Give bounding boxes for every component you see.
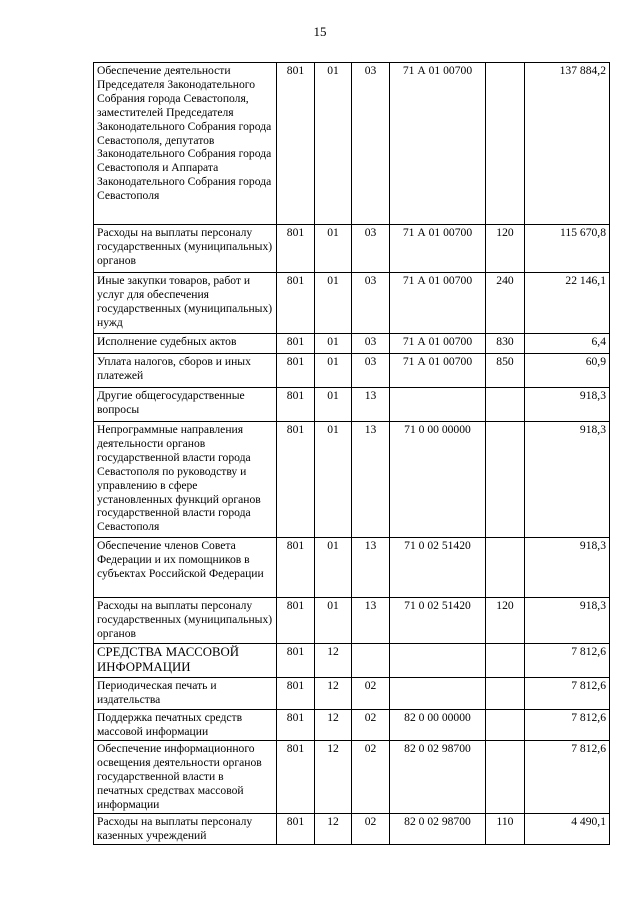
table-row bbox=[94, 388, 610, 422]
row-expense-type bbox=[486, 538, 525, 598]
row-name: Расходы на выплаты персоналу государственных (муниципальных) органов bbox=[94, 598, 277, 644]
table-row bbox=[94, 334, 610, 354]
table-row bbox=[94, 422, 610, 538]
row-expense-type bbox=[486, 644, 525, 678]
row-expense-type: 120 bbox=[486, 598, 525, 644]
row-amount: 7 812,6 bbox=[525, 644, 610, 678]
row-section-code: 01 bbox=[315, 273, 352, 334]
row-ministry-code: 801 bbox=[277, 354, 315, 388]
row-subsection-code: 03 bbox=[352, 334, 390, 354]
row-name: Другие общегосударственные вопросы bbox=[94, 388, 277, 422]
table-row bbox=[94, 644, 610, 678]
row-target-code: 82 0 02 98700 bbox=[390, 741, 486, 814]
table-row bbox=[94, 814, 610, 845]
row-name: Непрограммные направления деятельности органов государственной власти города Севастополя по руководству и управлению в сфере установленных функций органов государственной власти города Севастополя bbox=[94, 422, 277, 538]
table-row bbox=[94, 598, 610, 644]
table-row bbox=[94, 63, 610, 225]
row-section-code: 12 bbox=[315, 678, 352, 710]
row-name: Уплата налогов, сборов и иных платежей bbox=[94, 354, 277, 388]
row-subsection-code: 02 bbox=[352, 814, 390, 845]
row-subsection-code: 13 bbox=[352, 422, 390, 538]
row-ministry-code: 801 bbox=[277, 225, 315, 273]
row-target-code: 71 А 01 00700 bbox=[390, 334, 486, 354]
row-section-code: 12 bbox=[315, 741, 352, 814]
table-row bbox=[94, 710, 610, 741]
row-target-code: 71 0 00 00000 bbox=[390, 422, 486, 538]
row-expense-type bbox=[486, 678, 525, 710]
row-amount: 918,3 bbox=[525, 422, 610, 538]
row-ministry-code: 801 bbox=[277, 388, 315, 422]
row-target-code: 71 А 01 00700 bbox=[390, 63, 486, 225]
row-amount: 60,9 bbox=[525, 354, 610, 388]
row-section-code: 01 bbox=[315, 598, 352, 644]
row-expense-type bbox=[486, 63, 525, 225]
row-name: Обеспечение информационного освещения деятельности органов государственной власти в печатных средствах массовой информации bbox=[94, 741, 277, 814]
row-amount: 4 490,1 bbox=[525, 814, 610, 845]
page-number: 15 bbox=[313, 24, 327, 39]
row-target-code: 71 А 01 00700 bbox=[390, 354, 486, 388]
row-amount: 918,3 bbox=[525, 538, 610, 598]
row-amount: 7 812,6 bbox=[525, 678, 610, 710]
row-expense-type bbox=[486, 741, 525, 814]
row-ministry-code: 801 bbox=[277, 63, 315, 225]
row-name: Иные закупки товаров, работ и услуг для обеспечения государственных (муниципальных) нужд bbox=[94, 273, 277, 334]
row-amount: 7 812,6 bbox=[525, 710, 610, 741]
row-expense-type: 240 bbox=[486, 273, 525, 334]
row-amount: 918,3 bbox=[525, 598, 610, 644]
row-amount: 7 812,6 bbox=[525, 741, 610, 814]
row-ministry-code: 801 bbox=[277, 814, 315, 845]
row-subsection-code: 02 bbox=[352, 710, 390, 741]
row-ministry-code: 801 bbox=[277, 644, 315, 678]
row-name: Расходы на выплаты персоналу казенных учреждений bbox=[94, 814, 277, 845]
row-ministry-code: 801 bbox=[277, 741, 315, 814]
row-section-code: 01 bbox=[315, 422, 352, 538]
row-section-code: 01 bbox=[315, 63, 352, 225]
row-name: Обеспечение деятельности Председателя Законодательного Собрания города Севастополя, заместителей Председателя Законодательного Собрания города Севастополя, депутатов Законодательного Собрания города Севастополя и Аппарата Законодательного Собрания города Севастополя bbox=[94, 63, 277, 225]
row-name: Поддержка печатных средств массовой информации bbox=[94, 710, 277, 741]
row-ministry-code: 801 bbox=[277, 334, 315, 354]
row-subsection-code: 13 bbox=[352, 538, 390, 598]
row-section-code: 12 bbox=[315, 814, 352, 845]
row-section-code: 12 bbox=[315, 644, 352, 678]
row-section-code: 01 bbox=[315, 334, 352, 354]
row-ministry-code: 801 bbox=[277, 598, 315, 644]
row-subsection-code: 13 bbox=[352, 388, 390, 422]
row-expense-type: 110 bbox=[486, 814, 525, 845]
row-section-code: 12 bbox=[315, 710, 352, 741]
table-row bbox=[94, 354, 610, 388]
row-target-code: 82 0 00 00000 bbox=[390, 710, 486, 741]
row-amount: 22 146,1 bbox=[525, 273, 610, 334]
table-row bbox=[94, 678, 610, 710]
row-subsection-code: 02 bbox=[352, 741, 390, 814]
row-section-code: 01 bbox=[315, 354, 352, 388]
row-target-code bbox=[390, 388, 486, 422]
row-ministry-code: 801 bbox=[277, 422, 315, 538]
row-subsection-code: 03 bbox=[352, 63, 390, 225]
row-name: СРЕДСТВА МАССОВОЙ ИНФОРМАЦИИ bbox=[94, 644, 277, 678]
row-subsection-code: 03 bbox=[352, 225, 390, 273]
table-row bbox=[94, 741, 610, 814]
row-name: Обеспечение членов Совета Федерации и их помощников в субъектах Российской Федерации bbox=[94, 538, 277, 598]
row-target-code: 71 А 01 00700 bbox=[390, 225, 486, 273]
table-row bbox=[94, 273, 610, 334]
row-target-code: 82 0 02 98700 bbox=[390, 814, 486, 845]
row-ministry-code: 801 bbox=[277, 538, 315, 598]
row-target-code: 71 0 02 51420 bbox=[390, 598, 486, 644]
row-amount: 6,4 bbox=[525, 334, 610, 354]
row-expense-type bbox=[486, 710, 525, 741]
row-name: Расходы на выплаты персоналу государственных (муниципальных) органов bbox=[94, 225, 277, 273]
row-subsection-code: 03 bbox=[352, 273, 390, 334]
row-expense-type bbox=[486, 422, 525, 538]
table-row bbox=[94, 538, 610, 598]
row-target-code: 71 0 02 51420 bbox=[390, 538, 486, 598]
row-target-code bbox=[390, 644, 486, 678]
row-target-code bbox=[390, 678, 486, 710]
row-subsection-code bbox=[352, 644, 390, 678]
row-name: Периодическая печать и издательства bbox=[94, 678, 277, 710]
row-subsection-code: 02 bbox=[352, 678, 390, 710]
row-amount: 115 670,8 bbox=[525, 225, 610, 273]
row-section-code: 01 bbox=[315, 388, 352, 422]
table-row bbox=[94, 225, 610, 273]
row-ministry-code: 801 bbox=[277, 710, 315, 741]
row-subsection-code: 03 bbox=[352, 354, 390, 388]
row-expense-type: 850 bbox=[486, 354, 525, 388]
row-expense-type: 120 bbox=[486, 225, 525, 273]
row-section-code: 01 bbox=[315, 538, 352, 598]
row-ministry-code: 801 bbox=[277, 678, 315, 710]
budget-table bbox=[93, 62, 610, 845]
row-expense-type bbox=[486, 388, 525, 422]
row-subsection-code: 13 bbox=[352, 598, 390, 644]
row-expense-type: 830 bbox=[486, 334, 525, 354]
row-section-code: 01 bbox=[315, 225, 352, 273]
row-name: Исполнение судебных актов bbox=[94, 334, 277, 354]
row-amount: 137 884,2 bbox=[525, 63, 610, 225]
row-ministry-code: 801 bbox=[277, 273, 315, 334]
row-amount: 918,3 bbox=[525, 388, 610, 422]
row-target-code: 71 А 01 00700 bbox=[390, 273, 486, 334]
